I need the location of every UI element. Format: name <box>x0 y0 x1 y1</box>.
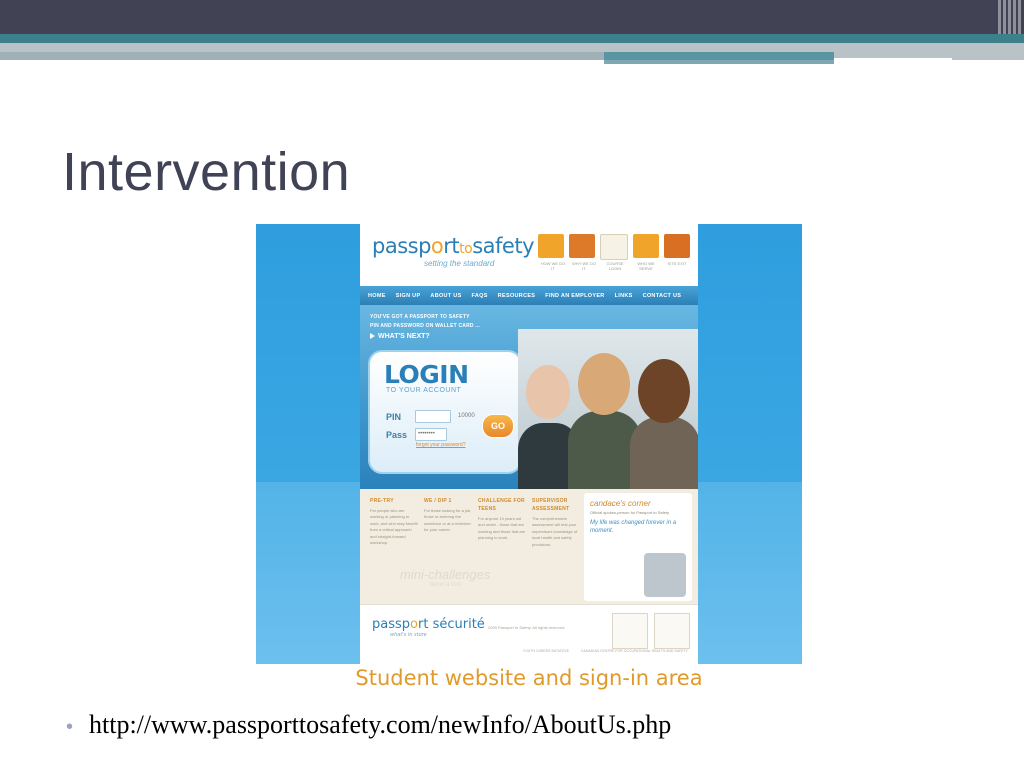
footer-copyright: 2009 Passport to Safety. All rights reserved. <box>488 625 566 630</box>
banner-accent-b <box>834 58 952 61</box>
content-column-pre-try <box>370 497 418 546</box>
puzzle-icon[interactable] <box>538 234 564 258</box>
nav-item-home[interactable]: HOME <box>368 292 386 299</box>
column-body-2: For anyone 19 years old and under - those that are working and those that are planning to work. <box>478 516 526 541</box>
card-icon[interactable] <box>600 234 628 260</box>
whats-next-label: WHAT'S NEXT? <box>378 333 430 340</box>
banner-lower-mid <box>604 52 834 60</box>
student-face-3 <box>638 359 690 423</box>
play-triangle-icon <box>370 333 375 339</box>
footer-logo-part2: rt sécurité <box>418 617 485 632</box>
site-logo-text <box>372 234 562 258</box>
header-icon-row <box>538 234 690 260</box>
login-subtitle: TO YOUR ACCOUNT <box>386 387 462 394</box>
screen-icon[interactable] <box>569 234 595 258</box>
column-heading-3: SUPERVISOR ASSESSMENT <box>532 498 570 512</box>
icon-label-2: COURSE LOGIN <box>606 261 624 271</box>
icon-label-3: WHO WE SERVE <box>637 261 655 271</box>
student-body-3 <box>630 417 698 489</box>
content-column-challenge-for-teens <box>478 497 526 542</box>
footer-logo-part1: passp <box>372 617 411 632</box>
icon-label-1: WHY WE DO IT <box>572 261 596 271</box>
mini-challenges-title: mini-challenges <box>400 567 491 582</box>
column-heading-2: CHALLENGE FOR TEENS <box>478 498 525 512</box>
student-face-1 <box>526 365 570 419</box>
page-title: Intervention <box>62 142 351 202</box>
banner-accent-a <box>604 60 834 64</box>
logo-part3: safety <box>472 234 535 258</box>
candace-photo <box>644 553 686 597</box>
icon-label-0: HOW WE DO IT <box>540 261 566 271</box>
candaces-corner-panel <box>584 493 692 601</box>
hero-line-1: YOU'VE GOT A PASSPORT TO SAFETY <box>370 314 470 320</box>
password-input[interactable] <box>415 428 447 441</box>
header-icon-labels <box>540 261 690 271</box>
content-column-supervisor-assessment <box>532 497 580 548</box>
website-screenshot-figure <box>256 224 802 664</box>
slide-top-banner <box>0 0 1024 34</box>
content-columns-section <box>360 489 698 604</box>
forgot-password-link[interactable]: forgot your password? <box>416 442 466 448</box>
banner-teal-rule <box>0 34 1024 43</box>
arrow-icon[interactable] <box>633 234 659 258</box>
logo-part1: passp <box>372 234 431 258</box>
badge-ccohs-icon <box>654 613 690 649</box>
logo-star-icon: o <box>430 234 444 258</box>
banner-stripes <box>998 0 1024 34</box>
site-navigation <box>360 286 698 305</box>
footer-logo[interactable] <box>372 617 485 638</box>
site-footer <box>360 604 698 664</box>
column-heading-0: PRE-TRY <box>370 498 394 504</box>
nav-item-find-an-employer[interactable]: FIND AN EMPLOYER <box>545 292 605 299</box>
nav-item-links[interactable]: LINKS <box>614 292 633 299</box>
footer-logo-star-icon: o <box>410 617 418 632</box>
nav-item-contact-us[interactable]: CONTACT US <box>642 292 682 299</box>
pin-input[interactable] <box>415 410 451 423</box>
student-face-2 <box>578 353 630 415</box>
door-icon[interactable] <box>664 234 690 258</box>
candaces-corner-title: candace's corner <box>590 499 651 508</box>
bullet-list-item <box>66 710 671 740</box>
go-button[interactable]: GO <box>482 414 514 438</box>
mini-challenges-subtitle: demo a tool <box>429 582 461 588</box>
hero-students-photo <box>518 329 698 489</box>
candaces-corner-quote: My life was changed forever in a moment. <box>590 520 677 535</box>
column-body-1: For those looking for a job, those re-entering the workforce or at a refresher for your career. <box>424 508 472 533</box>
site-logo-tagline: setting the standard <box>424 259 495 268</box>
pin-value: 10000 <box>458 413 475 419</box>
site-header <box>360 224 698 286</box>
bullet-marker-icon: • <box>66 716 74 738</box>
login-panel <box>368 350 522 474</box>
site-logo[interactable] <box>372 234 562 278</box>
column-heading-1: WE / DIP 1 <box>424 498 452 504</box>
website-page <box>360 224 698 664</box>
nav-item-about-us[interactable]: ABOUT US <box>430 292 462 299</box>
nav-item-faqs[interactable]: FAQS <box>471 292 488 299</box>
hero-tagline <box>370 313 480 330</box>
nav-item-resources[interactable]: RESOURCES <box>497 292 536 299</box>
nav-item-sign-up[interactable]: SIGN UP <box>395 292 421 299</box>
login-title: LOGIN <box>384 360 469 389</box>
banner-lower-left <box>0 52 604 60</box>
badge-label-1: CANADIAN CENTRE FOR OCCUPATIONAL HEALTH AND SAFETY <box>580 649 688 653</box>
bullet-link-text[interactable]: http://www.passporttosafety.com/newInfo/AboutUs.php <box>89 710 672 739</box>
password-label: Pass <box>386 429 408 440</box>
icon-label-4: SITE EXIT <box>667 261 687 266</box>
figure-caption: Student website and sign-in area <box>355 666 703 690</box>
column-body-3: The comprehensive assessment will test your supervisors knowledge of local health and safety provisions. <box>532 516 578 547</box>
logo-part2: rt <box>443 234 460 258</box>
footer-badge-labels <box>523 649 688 653</box>
pin-field-row <box>386 410 475 423</box>
footer-badges <box>612 613 690 649</box>
pin-label: PIN <box>386 411 402 422</box>
whats-next-link[interactable] <box>370 333 430 340</box>
banner-gray-rule <box>0 43 1024 52</box>
badge-label-0: YOUTH CAREER INITIATIVE <box>522 649 569 653</box>
logo-to: to <box>459 241 473 257</box>
column-body-0: For people who are working or planning to work, and who may benefit from a critical approach and straight-forward workshop. <box>370 508 418 545</box>
content-column-wedip <box>424 497 472 534</box>
mini-challenges-block[interactable] <box>400 567 490 588</box>
password-field-row <box>386 428 447 441</box>
hero-line-2: PIN AND PASSWORD ON WALLET CARD ... <box>370 322 481 329</box>
hero-section <box>360 305 698 489</box>
badge-youth-career-icon <box>612 613 648 649</box>
password-value: •••••••• <box>418 431 435 437</box>
candaces-corner-subtitle: Official spokes-person for Passport to Safety <box>590 510 670 515</box>
footer-logo-tagline: what's in store <box>390 632 427 638</box>
